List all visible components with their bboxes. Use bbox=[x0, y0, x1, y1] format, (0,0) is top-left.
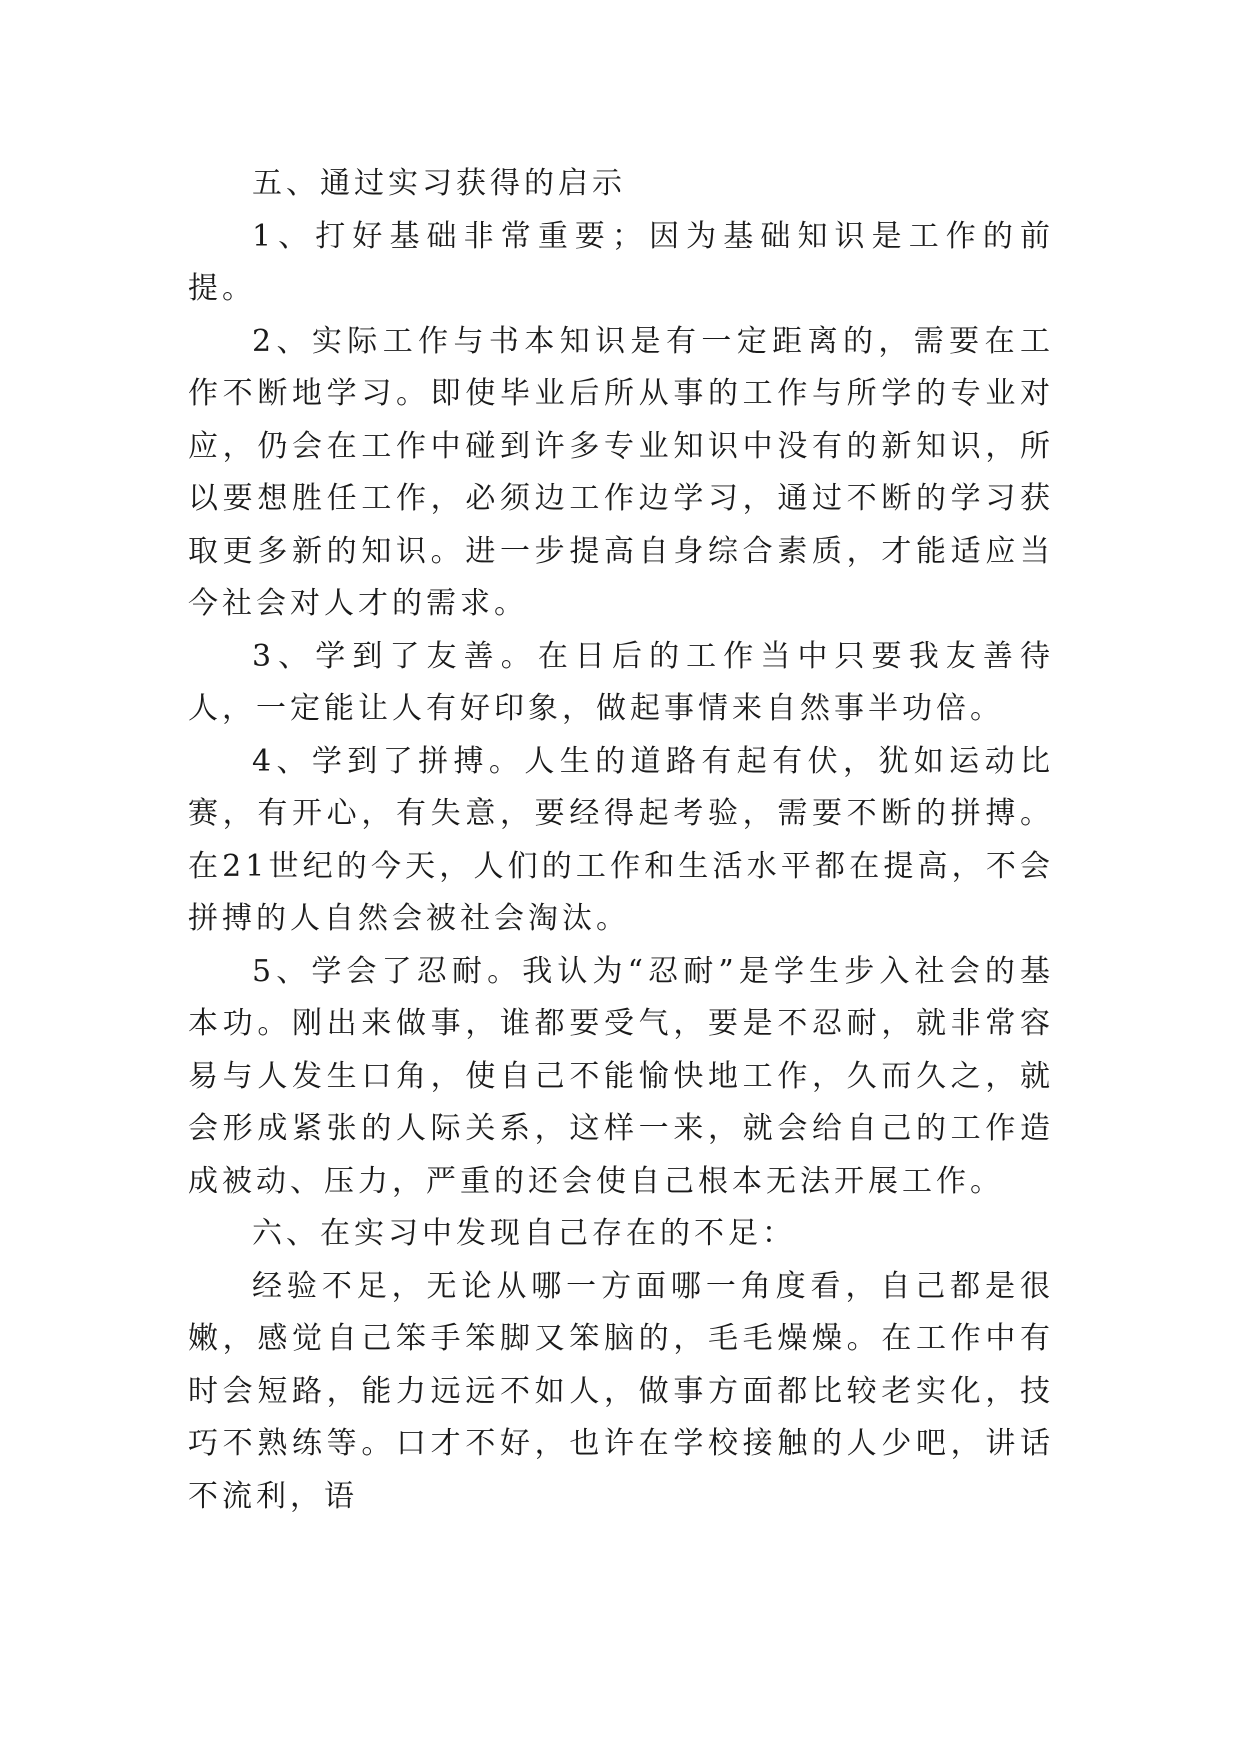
paragraph-point-2: 2、实际工作与书本知识是有一定距离的，需要在工作不断地学习。即使毕业后所从事的工作与所学的专业对应，仍会在工作中碰到许多专业知识中没有的新知识，所以要想胜任工作，必须边工作边学习，通过不断的学习获取更多新的知识。进一步提高自身综合素质，才能适应当今社会对人才的需求。 bbox=[188, 323, 1054, 621]
document-body bbox=[188, 158, 1054, 1523]
section-heading-five: 五、通过实习获得的启示 bbox=[252, 166, 626, 201]
paragraph-shortcomings: 经验不足，无论从哪一方面哪一角度看，自己都是很嫩，感觉自己笨手笨脚又笨脑的，毛毛燥燥。在工作中有时会短路，能力远远不如人，做事方面都比较老实化，技巧不熟练等。口才不好，也许在学校接触的人少吧，讲话不流利，语 bbox=[188, 1268, 1054, 1514]
paragraph-point-5: 5、学会了忍耐。我认为“忍耐”是学生步入社会的基本功。刚出来做事，谁都要受气，要是不忍耐，就非常容易与人发生口角，使自己不能愉快地工作，久而久之，就会形成紧张的人际关系，这样一来，就会给自己的工作造成被动、压力，严重的还会使自己根本无法开展工作。 bbox=[188, 953, 1054, 1199]
paragraph-point-4: 4、学到了拼搏。人生的道路有起有伏，犹如运动比赛，有开心，有失意，要经得起考验，需要不断的拼搏。在21世纪的今天，人们的工作和生活水平都在提高，不会拼搏的人自然会被社会淘汰。 bbox=[188, 743, 1054, 936]
paragraph-point-1: 1、打好基础非常重要；因为基础知识是工作的前提。 bbox=[188, 218, 1054, 306]
section-heading-six: 六、在实习中发现自己存在的不足： bbox=[252, 1216, 796, 1251]
paragraph-point-3: 3、学到了友善。在日后的工作当中只要我友善待人，一定能让人有好印象，做起事情来自然事半功倍。 bbox=[188, 638, 1054, 726]
